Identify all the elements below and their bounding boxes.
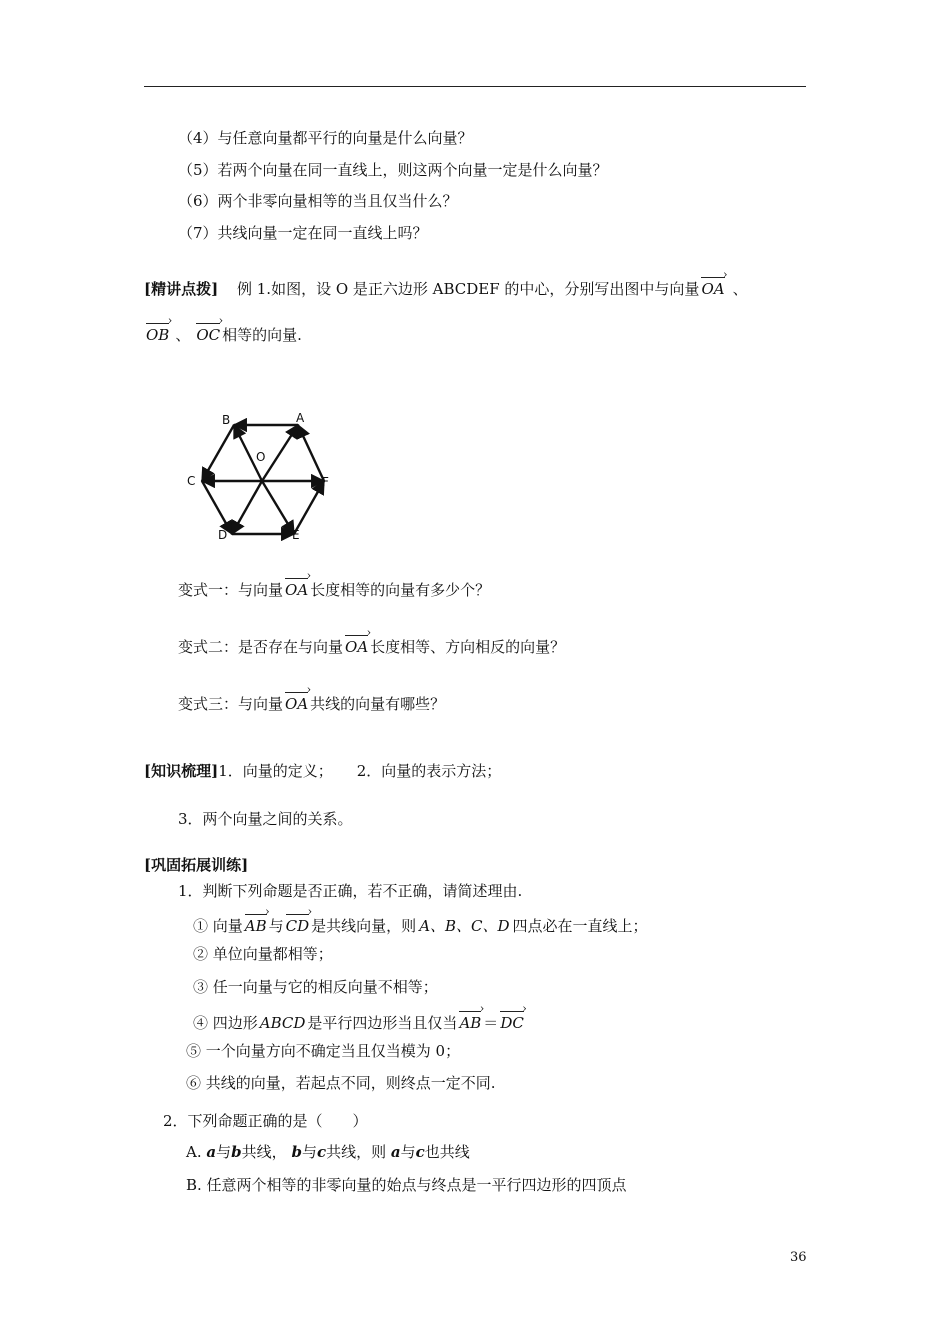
- option-text: 共线，: [241, 1143, 287, 1161]
- separator: 、: [732, 280, 748, 298]
- prop-text: ① 向量: [193, 917, 243, 935]
- separator: 、: [175, 326, 191, 344]
- vector-ob: OB ›: [146, 322, 169, 343]
- prop-text: 四点必在一直线上；: [512, 917, 648, 935]
- training-q2: 2．下列命题正确的是（ ）: [163, 1112, 368, 1130]
- label-c: C: [187, 474, 196, 488]
- summary-item: 2．向量的表示方法；: [356, 762, 502, 780]
- prop-points: A、B、C、D: [419, 917, 510, 935]
- proposition-5: ⑤ 一个向量方向不确定当且仅当模为 0；: [186, 1042, 461, 1060]
- example-text: 例 1.如图，设 O 是正六边形 ABCDEF 的中心，分别写出图中与向量: [236, 280, 700, 298]
- vector-oa: OA ›: [285, 691, 308, 712]
- question-text: 1．判断下列命题是否正确，若不正确，请简述理由.: [178, 882, 523, 900]
- vector-cd: CD ›: [286, 913, 310, 934]
- training-tag: [巩固拓展训练]: [144, 856, 249, 874]
- variant-text: 变式一：与向量: [178, 581, 284, 599]
- summary-item: 1．向量的定义；: [218, 762, 333, 780]
- option-text: 与: [400, 1143, 416, 1161]
- proposition-2: ② 单位向量都相等；: [193, 945, 333, 963]
- vector-oc: OC ›: [196, 322, 220, 343]
- training-q1: [178, 884, 522, 899]
- option-text: 与: [216, 1143, 232, 1161]
- vector-c: c: [415, 1143, 425, 1161]
- vector-dc: DC ›: [500, 1010, 524, 1031]
- variant-text: 长度相等、方向相反的向量？: [370, 638, 566, 656]
- vector-c: c: [316, 1143, 327, 1161]
- hexagon-figure: [180, 398, 360, 548]
- label-o: O: [256, 450, 266, 464]
- option-b: B. 任意两个相等的非零向量的始点与终点是一平行四边形的四顶点: [186, 1176, 627, 1194]
- option-label: A.: [186, 1143, 202, 1161]
- vector-oa: OA ›: [285, 577, 308, 598]
- proposition-1: [193, 913, 648, 934]
- option-text: 与: [301, 1143, 317, 1161]
- prop-quad: ABCD: [259, 1014, 306, 1032]
- question-5: （5）若两个向量在同一直线上，则这两个向量一定是什么向量？: [178, 161, 608, 179]
- summary-line-1: [144, 764, 501, 779]
- vector-oa: OA ›: [345, 634, 368, 655]
- vector-b: b: [231, 1143, 242, 1161]
- vector-a: a: [206, 1143, 217, 1161]
- question-6: （6）两个非零向量相等的当且仅当什么？: [178, 192, 458, 210]
- variant-1: [178, 577, 490, 598]
- option-text: 也共线: [424, 1143, 470, 1161]
- example-line-2: [144, 322, 302, 343]
- variant-3: [178, 691, 445, 712]
- variant-2: [178, 634, 565, 655]
- option-text: 共线，则: [326, 1143, 387, 1161]
- variant-text: 变式二：是否存在与向量: [178, 638, 344, 656]
- label-f: F: [322, 475, 329, 489]
- prop-text: 是平行四边形当且仅当: [307, 1014, 458, 1032]
- example-text-after: 相等的向量.: [222, 326, 302, 344]
- page-number: 36: [790, 1250, 807, 1265]
- proposition-3: ③ 任一向量与它的相反向量不相等；: [193, 978, 438, 996]
- example-line-1: [144, 276, 748, 297]
- prop-text: ④ 四边形: [193, 1014, 258, 1032]
- header-rule: [144, 86, 806, 87]
- variant-text: 共线的向量有哪些？: [310, 695, 446, 713]
- equals-sign: ＝: [483, 1014, 499, 1032]
- summary-tag: [知识梳理]: [144, 762, 219, 780]
- vector-b: b: [291, 1143, 302, 1161]
- label-e: E: [292, 528, 300, 542]
- proposition-6: ⑥ 共线的向量，若起点不同，则终点一定不同.: [186, 1074, 496, 1092]
- variant-text: 变式三：与向量: [178, 695, 284, 713]
- example-tag: [精讲点拨]: [144, 280, 219, 298]
- proposition-4: [193, 1010, 526, 1031]
- label-a: A: [296, 411, 305, 425]
- label-b: B: [222, 413, 231, 427]
- vector-oa: OA ›: [701, 276, 724, 297]
- option-a: [186, 1145, 470, 1160]
- label-d: D: [218, 528, 228, 542]
- prop-text: 与: [268, 917, 284, 935]
- summary-item-3: 3．两个向量之间的关系。: [178, 810, 353, 828]
- vector-ab: AB ›: [459, 1010, 481, 1031]
- vector-ab: AB ›: [245, 913, 267, 934]
- question-7: （7）共线向量一定在同一直线上吗？: [178, 224, 428, 242]
- vector-a: a: [390, 1143, 401, 1161]
- question-4: （4）与任意向量都平行的向量是什么向量？: [178, 129, 473, 147]
- variant-text: 长度相等的向量有多少个？: [310, 581, 491, 599]
- prop-text: 是共线向量，则: [311, 917, 417, 935]
